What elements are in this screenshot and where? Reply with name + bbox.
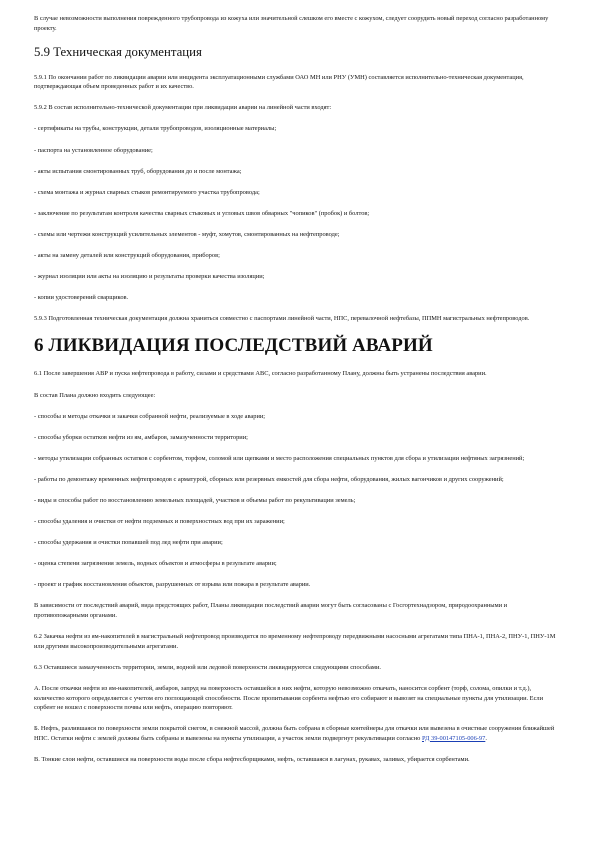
paragraph-c: В. Тонкие слои нефти, оставшиеся на поверхности воды после сбора нефтесборщиками, нефть, оставшаяся в лагунах, рукавах, заливах, убирается сорбентами. bbox=[34, 755, 470, 763]
paragraph-a: А. После откачки нефти из ям-накопителей, амбаров, запруд на поверхность оставшейся в них нефти, которую невозможно откачать, наносится сорбент (торф, солома, опилки и т.д.), количество которого определяется с учетом его поглощающей способности. После пропитывания сорбента нефтью его собирают и вывозят на специальные пункты для утилизации. Если сорбент не вошел с поверхности почвы или нефть, операцию повторяют. bbox=[34, 684, 544, 712]
paragraph-6-2: 6.2 Закачка нефти из ям-накопителей в магистральный нефтепровод производится по временному нефтепроводу передвижными насосными агрегатами типа ПНА-1, ПНА-2, ПНУ-1, ПНУ-1М или другими высокопроизводительными агрегатами. bbox=[34, 633, 556, 650]
list-item: - акты испытания смонтированных труб, оборудования до и после монтажа; bbox=[34, 167, 242, 175]
list-item: - паспорта на установленное оборудование; bbox=[34, 146, 153, 154]
list-item: - оценка степени загрязнения земель, водных объектов и атмосферы в результате аварии; bbox=[34, 560, 277, 568]
plan-contents-intro: В состав Плана должно входить следующее: bbox=[34, 391, 156, 399]
paragraph-b-end: . bbox=[485, 734, 487, 742]
paragraph-5-9-3: 5.9.3 Подготовленная техническая документация должна храниться совместно с паспортами линейной части, НПС, перевалочной нефтебазы, ППМН магистральных нефтепроводов. bbox=[34, 315, 530, 323]
list-item: - способы и методы откачки и закачки собранной нефти, реализуемые в ходе аварии; bbox=[34, 412, 266, 420]
list-item: - схемы или чертежи конструкций усилительных элементов - муфт, хомутов, смонтированных на нефтепроводе; bbox=[34, 230, 340, 238]
list-item: - методы утилизации собранных остатков с сорбентом, торфом, соломой или щепками и место расположения специальных пунктов для сбора и утилизации нефтяных загрязнений; bbox=[34, 454, 525, 462]
paragraph-b bbox=[34, 724, 557, 743]
section-6-heading: 6 ЛИКВИДАЦИЯ ПОСЛЕДСТВИЙ АВАРИЙ bbox=[34, 335, 433, 357]
intro-paragraph: В случае невозможности выполнения поврежденного трубопровода из кожуха или значительной слешком его вместе с кожухом, следует соорудить новый переход согласно разработанному проекту. bbox=[34, 15, 549, 32]
paragraph-5-9-1: 5.9.1 По окончании работ по ликвидации аварии или инцидента эксплуатационными службами ОАО МН или РНУ (УМН) составляется исполнительно-техническая документация, подтверждающая объем проведенных работ и их качество. bbox=[34, 73, 524, 91]
paragraph-5-9-2: 5.9.2 В состав исполнительно-технической документации при ликвидации аварии на линейной части входят: bbox=[34, 104, 332, 112]
list-item: - копии удостоверений сварщиков. bbox=[34, 294, 129, 302]
rd-document-link[interactable]: РД 39-00147105-006-97 bbox=[421, 734, 486, 742]
list-item: - акты на замену деталей или конструкций оборудования, приборов; bbox=[34, 252, 220, 260]
list-item: - схема монтажа и журнал сварных стыков ремонтируемого участка трубопровода; bbox=[34, 188, 260, 196]
list-item: - журнал изоляции или акты на изоляцию и результаты проверки качества изоляции; bbox=[34, 273, 265, 281]
list-item: - способы удержания и очистки попавшей под лед нефти при аварии; bbox=[34, 539, 223, 547]
list-item: - способы уборки остатков нефти из ям, амбаров, замазученности территории; bbox=[34, 433, 248, 441]
section-5-9-heading: 5.9 Техническая документация bbox=[34, 44, 202, 59]
list-item: - виды и способы работ по восстановлению земельных площадей, участков и объемы работ по рекультивации земель; bbox=[34, 496, 356, 504]
list-item: - заключение по результатам контроля качества сварных стыковых и угловых швов обварных "чопиков" (пробок) и болтов; bbox=[34, 209, 370, 217]
paragraph-6-1: 6.1 После завершения АВР и пуска нефтепровода в работу, силами и средствами АВС, согласно разработанному Плану, должны быть устранены последствия аварии. bbox=[34, 370, 487, 378]
list-item: - сертификаты на трубы, конструкции, детали трубопроводов, изоляционные материалы; bbox=[34, 125, 277, 133]
approval-paragraph: В зависимости от последствий аварий, вида предстоящих работ, Планы ликвидации последствий аварии могут быть согласованы с Госгортехнадзором, природоохранными и противопожарными органами. bbox=[34, 602, 508, 620]
list-item: - проект и график восстановления объектов, разрушенных от взрыва или пожара в результате аварии. bbox=[34, 581, 311, 589]
paragraph-b-text: Б. Нефть, разлившаяся по поверхности земли покрытой снегом, в снежной массой, должна быть собрана в сборные контейнеры для откачки или вывезена в очистные сооружения ближайшей НПС. Остатки нефти с землей должны быть собраны и вывезены на пункты утилизации, а участок земли подвергнут рекультивации согласно bbox=[34, 725, 555, 742]
paragraph-6-3: 6.3 Оставшиеся замазученность территории, земли, водной или ледовой поверхности ликвидируются следующими способами. bbox=[34, 663, 381, 671]
list-item: - работы по демонтажу временных нефтепроводов с арматурой, сборных или резервных емкостей для сбора нефти, оборудования, жилых вагончиков и других сооружений; bbox=[34, 475, 504, 483]
list-item: - способы удаления и очистки от нефти подземных и поверхностных вод при их заражении; bbox=[34, 518, 285, 526]
